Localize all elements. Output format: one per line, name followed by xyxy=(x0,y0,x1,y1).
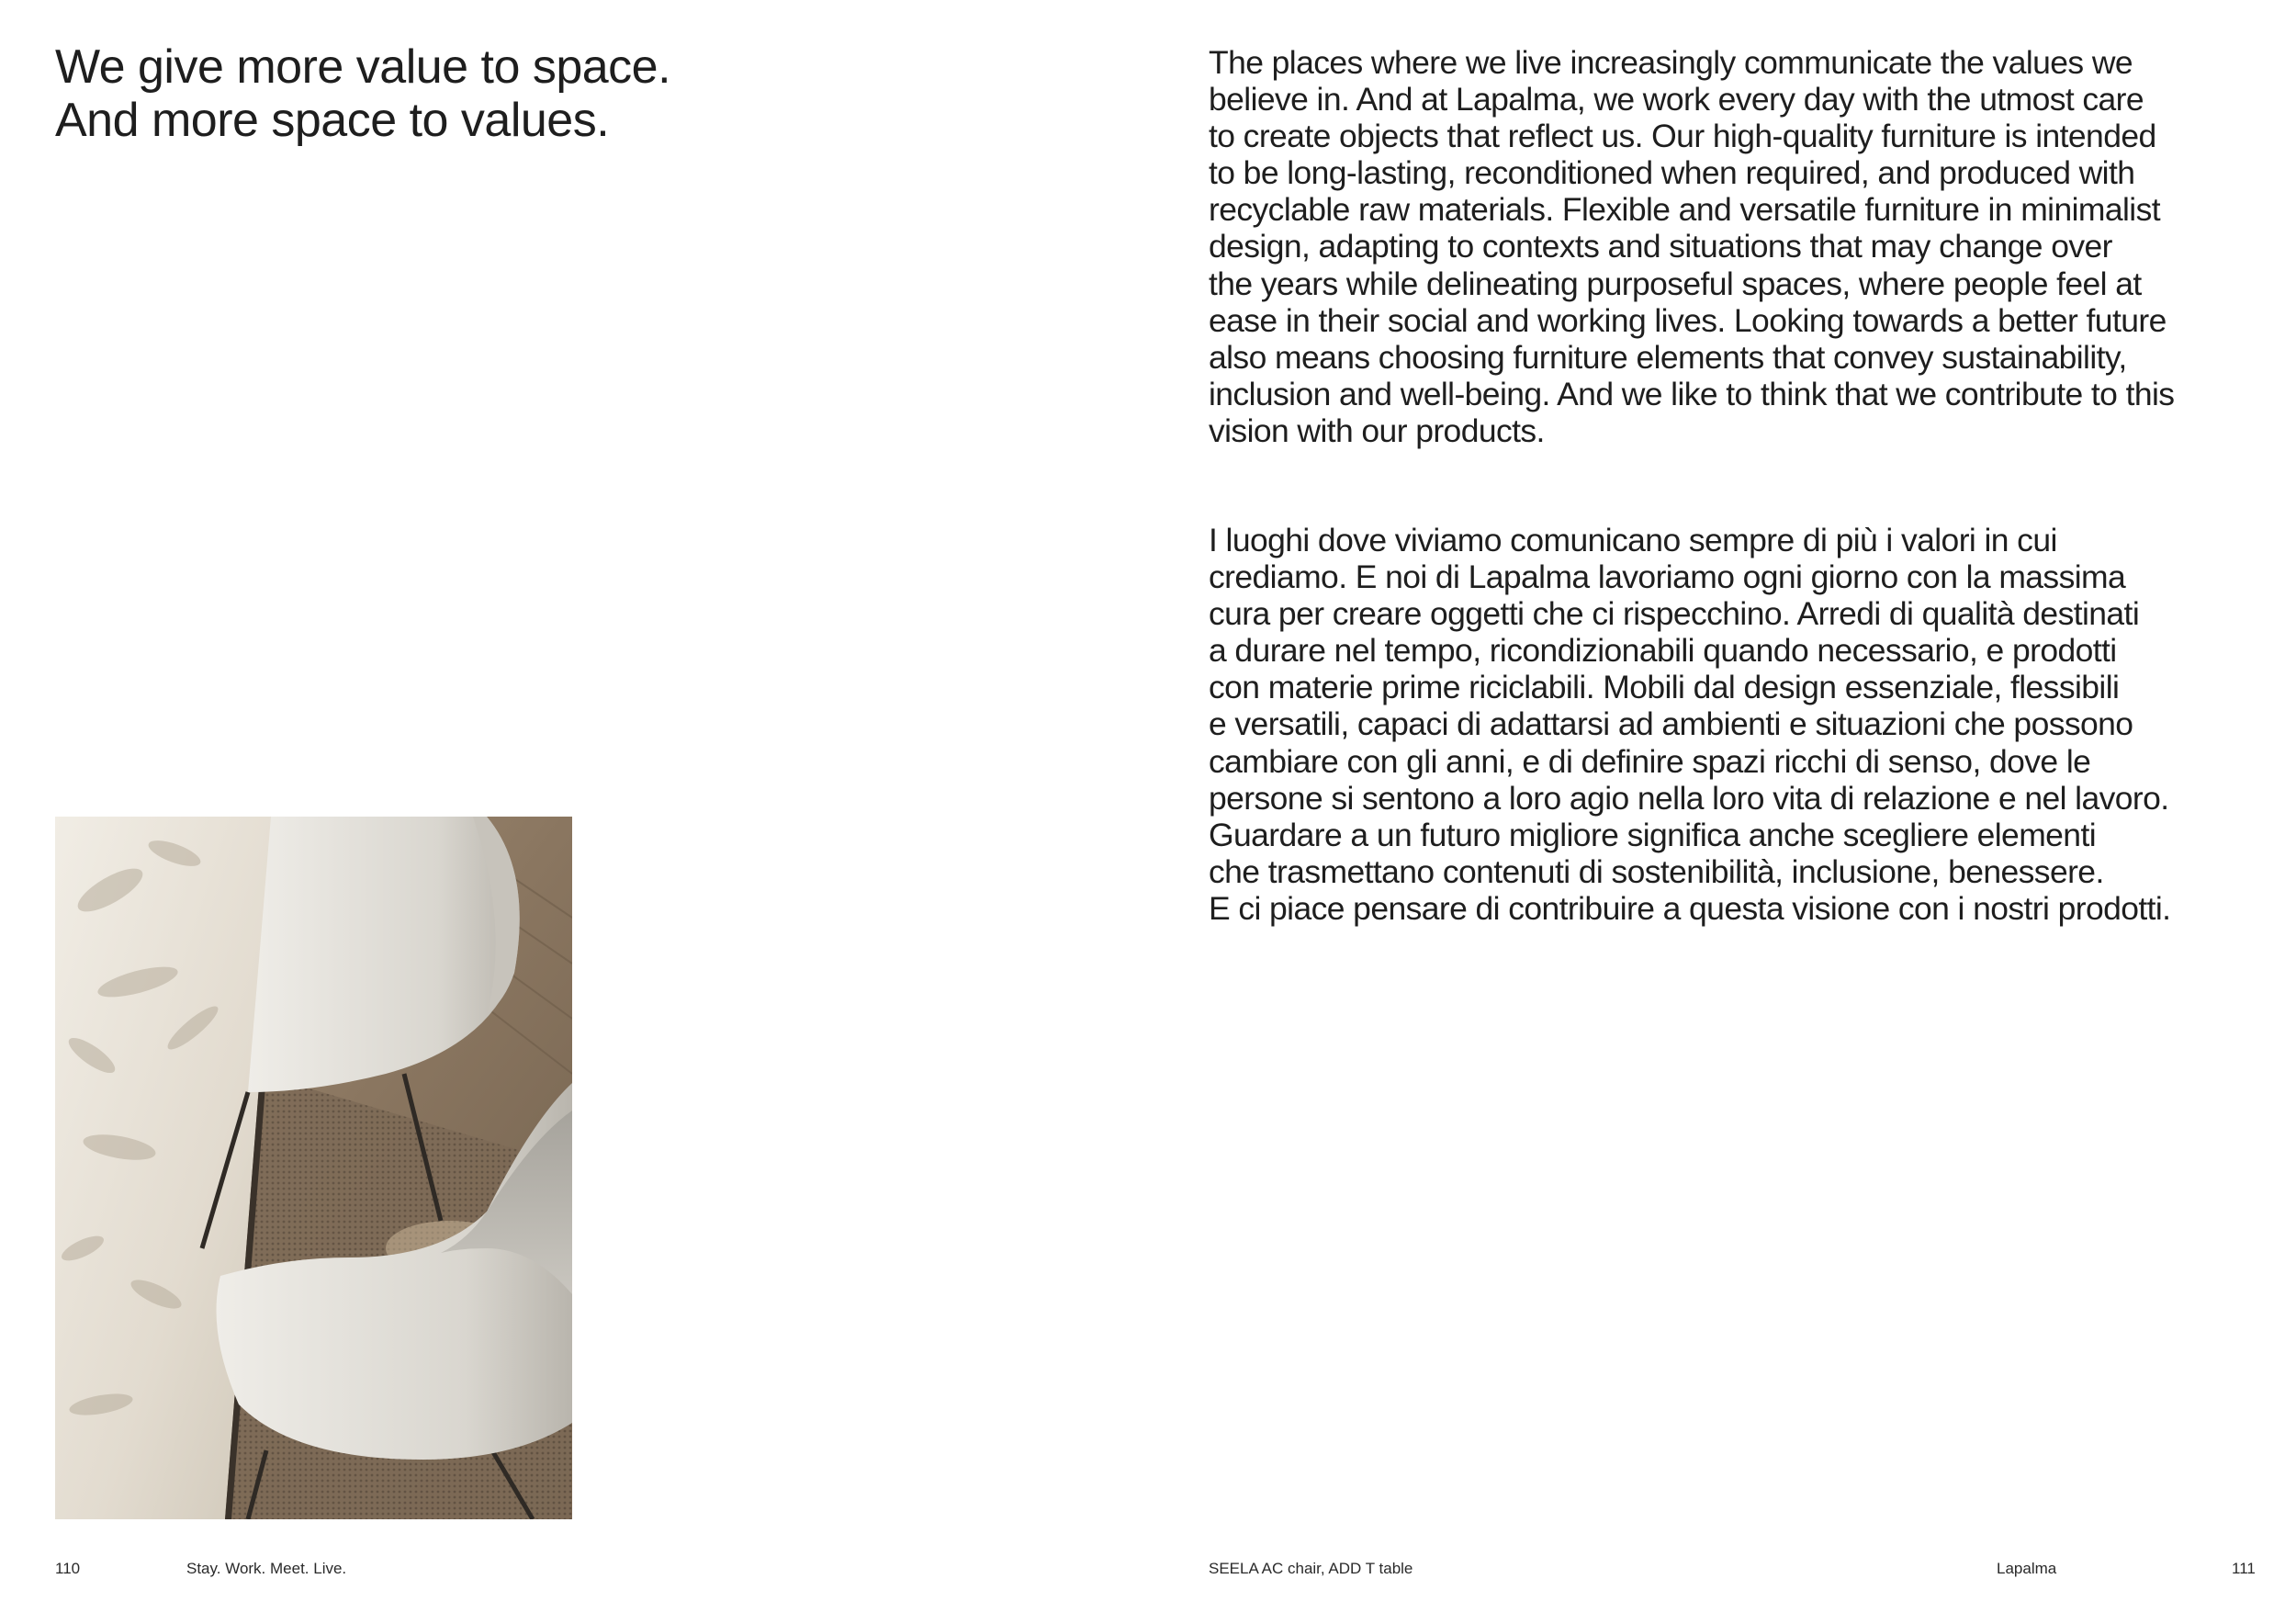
body-it-line: crediamo. E noi di Lapalma lavoriamo ogni giorno con la massima xyxy=(1209,558,2126,596)
brand-name: Lapalma xyxy=(1997,1560,2057,1577)
body-it-line: I luoghi dove viviamo comunicano sempre di più i valori in cui xyxy=(1209,522,2057,558)
body-en-line: to create objects that reflect us. Our high-quality furniture is intended xyxy=(1209,118,2156,155)
body-it-line: con materie prime riciclabili. Mobili dal design essenziale, flessibili xyxy=(1209,669,2120,706)
body-en-line: also means choosing furniture elements that convey sustainability, xyxy=(1209,338,2127,376)
body-en-line: to be long-lasting, reconditioned when required, and produced with xyxy=(1209,154,2135,192)
body-it-line: cura per creare oggetti che ci rispecchino. Arredi di qualità destinati xyxy=(1209,595,2140,633)
body-en-line: the years while delineating purposeful spaces, where people feel at xyxy=(1209,265,2142,302)
headline-line-1: We give more value to space. xyxy=(55,40,671,94)
body-en-line: vision with our products. xyxy=(1209,412,1545,449)
body-it-line: a durare nel tempo, ricondizionabili quando necessario, e prodotti xyxy=(1209,632,2117,670)
body-text-italian xyxy=(1209,522,2256,927)
body-it-line: E ci piace pensare di contribuire a questa visione con i nostri prodotti. xyxy=(1209,889,2171,927)
body-en-line: ease in their social and working lives. Looking towards a better future xyxy=(1209,301,2167,339)
photo-seela-chair-add-table xyxy=(55,817,572,1519)
body-text-english xyxy=(1209,44,2256,449)
page-number-left: 110 xyxy=(55,1560,81,1577)
body-it-line: che trasmettano contenuti di sostenibilità, inclusione, benessere. xyxy=(1209,852,2104,890)
body-it-line: persone si sentono a loro agio nella loro vita di relazione e nel lavoro. xyxy=(1209,779,2169,817)
body-en-line: believe in. And at Lapalma, we work every day with the utmost care xyxy=(1209,81,2144,118)
product-photo xyxy=(55,817,572,1519)
body-it-line: Guardare a un futuro migliore significa anche scegliere elementi xyxy=(1209,816,2097,853)
body-it-line: e versatili, capaci di adattarsi ad ambienti e situazioni che possono xyxy=(1209,705,2133,743)
body-en-line: The places where we live increasingly communicate the values we xyxy=(1209,44,2133,81)
footer-tagline: Stay. Work. Meet. Live. xyxy=(186,1560,347,1577)
body-en-line: recyclable raw materials. Flexible and versatile furniture in minimalist xyxy=(1209,191,2160,229)
body-it-line: cambiare con gli anni, e di definire spazi ricchi di senso, dove le xyxy=(1209,742,2091,780)
headline-line-2: And more space to values. xyxy=(55,94,610,147)
photo-caption: SEELA AC chair, ADD T table xyxy=(1209,1560,1413,1577)
page-number-right: 111 xyxy=(2232,1560,2256,1577)
headline xyxy=(55,40,1065,147)
body-en-line: inclusion and well-being. And we like to think that we contribute to this xyxy=(1209,375,2175,412)
body-en-line: design, adapting to contexts and situations that may change over xyxy=(1209,228,2112,265)
